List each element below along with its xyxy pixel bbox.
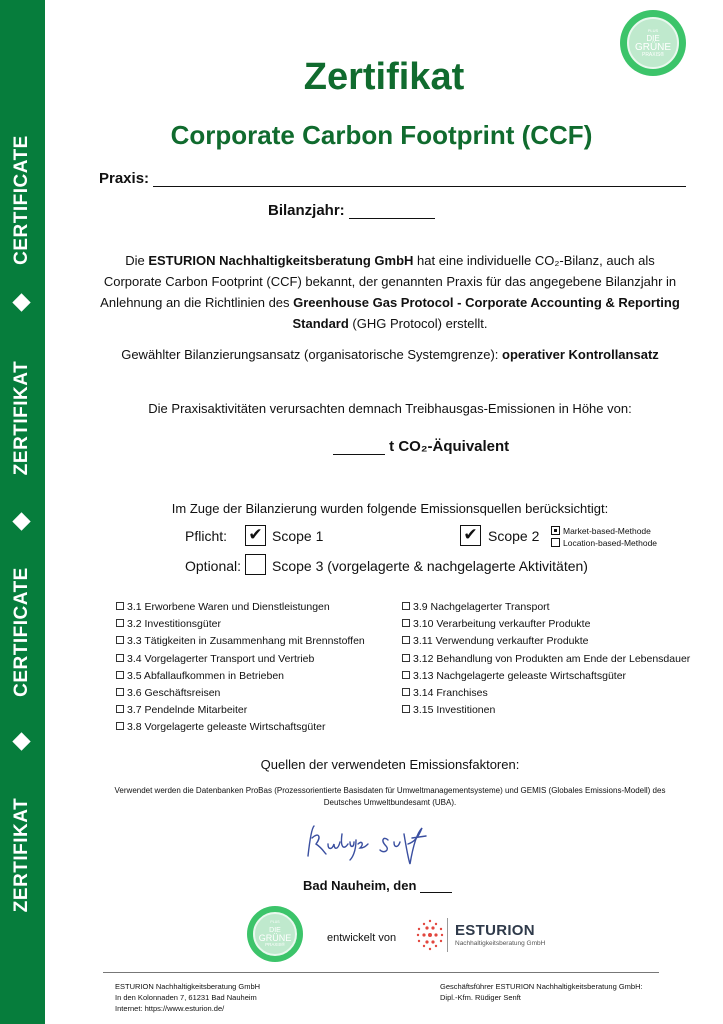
optional-label: Optional: (185, 558, 242, 574)
footer-left (115, 981, 260, 1014)
esturion-logo-sub: Nachhaltigkeitsberatung GmbH (455, 940, 546, 947)
approach-value: operativer Kontrollansatz (502, 347, 659, 362)
sidebar-band (0, 0, 45, 1024)
badge-line3: PRAXIS® (641, 51, 665, 58)
approach-label: Gewählter Bilanzierungsansatz (organisatorische Systemgrenze): (121, 347, 503, 362)
bilanzjahr-field (268, 202, 435, 219)
emissions-value-input[interactable] (333, 439, 385, 455)
praxis-label: Praxis: (99, 170, 150, 187)
list-item-label: 3.10 Verarbeitung verkaufter Produkte (413, 618, 591, 631)
badge-line1: DIE (269, 926, 281, 934)
scope3-checkbox[interactable] (245, 554, 266, 575)
developed-by-label: entwickelt von (327, 932, 397, 944)
list-item-label: 3.6 Geschäftsreisen (127, 687, 221, 700)
footer-website[interactable]: Internet: https://www.esturion.de/ (115, 1004, 225, 1013)
sidebar-word: ZERTIFIKAT (11, 360, 32, 476)
footer-ceo-label: Geschäftsführer ESTURION Nachhaltigkeitsberatung GmbH: (440, 982, 643, 991)
scope2-checkbox[interactable]: ✔ (460, 525, 481, 546)
checkbox-icon[interactable] (116, 602, 124, 610)
date-input[interactable] (420, 879, 452, 893)
list-item-label: 3.2 Investitionsgüter (127, 618, 221, 631)
intro-text: Die (125, 253, 149, 268)
list-item[interactable] (402, 702, 690, 719)
footer-address: In den Kolonnaden 7, 61231 Bad Nauheim (115, 993, 257, 1002)
intro-standard: Greenhouse Gas Protocol - Corporate Accounting & Reporting Standard (292, 295, 680, 331)
list-item[interactable] (116, 616, 365, 633)
list-item-label: 3.7 Pendelnde Mitarbeiter (127, 704, 248, 717)
checkbox-icon[interactable] (116, 619, 124, 627)
location-based-checkbox[interactable] (551, 538, 560, 547)
place-date-row (303, 878, 452, 893)
scope3-list-right (402, 599, 690, 719)
list-item[interactable] (402, 599, 690, 616)
page-title: Zertifikat (303, 56, 465, 98)
bilanzjahr-input[interactable] (349, 203, 435, 219)
scope3-label: Scope 3 (vorgelagerte & nachgelagerte Aktivitäten) (272, 558, 588, 574)
scope1-checkbox[interactable]: ✔ (245, 525, 266, 546)
badge-line2: GRÜNE (258, 932, 292, 943)
market-based-option[interactable] (551, 526, 651, 537)
checkbox-icon[interactable] (116, 705, 124, 713)
intro-text: hat eine individuelle CO₂-Bilanz, auch als Corporate Carbon Footprint (CCF) bekannt, der genannten Praxis für das angegebene Bilanzjahr in Anlehnung an die Richtlinien des (100, 253, 677, 310)
list-item-label: 3.11 Verwendung verkaufter Produkte (413, 635, 589, 648)
checkbox-icon[interactable] (116, 636, 124, 644)
list-item-label: 3.14 Franchises (413, 687, 488, 700)
praxis-input[interactable] (153, 171, 686, 187)
checkbox-icon[interactable] (402, 688, 410, 696)
sources-text: Verwendet werden die Datenbanken ProBas (Prozessorientierte Basisdaten für Umweltmanagementsysteme) und GEMIS (Globales Emissions-Modell) des Deutsches Umweltbundesamt (UBA). (114, 786, 666, 807)
badge-line2: GRÜNE (634, 41, 672, 53)
list-item-label: 3.5 Abfallaufkommen in Betrieben (127, 669, 285, 682)
page-subtitle: Corporate Carbon Footprint (CCF) (170, 120, 593, 150)
scope3-list-left (116, 599, 365, 737)
sources-title: Quellen der verwendeten Emissionsfaktoren: (260, 757, 520, 772)
location-based-option[interactable] (551, 538, 657, 549)
checkbox-icon[interactable] (116, 671, 124, 679)
list-item[interactable] (402, 668, 690, 685)
checkbox-icon[interactable] (402, 654, 410, 662)
checkbox-icon[interactable] (402, 602, 410, 610)
footer-divider (103, 972, 659, 973)
checkbox-icon[interactable] (116, 722, 124, 730)
footer-right (440, 981, 643, 1003)
badge-line3: PRAXIS® (265, 941, 285, 947)
badge-plus: PLUS (270, 920, 280, 924)
scope1-label: Scope 1 (272, 528, 324, 544)
market-based-checkbox[interactable] (551, 526, 560, 535)
list-item-label: 3.15 Investitionen (413, 704, 496, 717)
list-item[interactable] (402, 685, 690, 702)
list-item[interactable] (116, 719, 365, 736)
badge-line1: DIE (646, 33, 660, 43)
gruene-praxis-badge-bottom (247, 906, 303, 962)
emissions-intro: Die Praxisaktivitäten verursachten demnach Treibhausgas-Emissionen in Höhe von: (148, 401, 632, 416)
list-item[interactable] (402, 616, 690, 633)
intro-paragraph (100, 250, 680, 334)
emissions-unit: t CO₂-Äquivalent (389, 438, 510, 455)
emissions-value-row (333, 438, 509, 455)
badge-plus: PLUS (647, 27, 659, 33)
checkbox-icon[interactable] (402, 636, 410, 644)
list-item-label: 3.4 Vorgelagerter Transport und Vertrieb (127, 652, 315, 665)
checkbox-icon[interactable] (402, 671, 410, 679)
diamond-icon (12, 293, 30, 311)
list-item-label: 3.9 Nachgelagerter Transport (413, 601, 550, 613)
checkbox-icon[interactable] (116, 654, 124, 662)
bilanzjahr-label: Bilanzjahr: (268, 202, 345, 219)
list-item-label: 3.13 Nachgelagerte geleaste Wirtschaftsgüter (413, 669, 627, 682)
list-item-label: 3.8 Vorgelagerte geleaste Wirtschaftsgüter (127, 721, 326, 734)
scopes-intro: Im Zuge der Bilanzierung wurden folgende Emissionsquellen berücksichtigt: (171, 501, 609, 516)
signature-image (300, 818, 440, 868)
list-item[interactable] (116, 702, 365, 719)
footer-ceo-name: Dipl.-Kfm. Rüdiger Senft (440, 993, 521, 1002)
list-item[interactable] (116, 651, 365, 668)
logo-divider (447, 918, 448, 952)
praxis-field (99, 170, 686, 187)
checkbox-icon[interactable] (116, 688, 124, 696)
list-item[interactable] (402, 633, 690, 650)
list-item[interactable] (116, 685, 365, 702)
intro-text: (GHG Protocol) erstellt. (348, 316, 488, 331)
list-item[interactable] (116, 668, 365, 685)
diamond-icon (12, 732, 30, 750)
market-based-label: Market-based-Methode (563, 526, 651, 536)
diamond-icon (12, 512, 30, 530)
sidebar-word: CERTIFICATE (11, 135, 32, 265)
sidebar-word: ZERTIFIKAT (11, 797, 32, 913)
sidebar-word: CERTIFICATE (11, 567, 32, 697)
esturion-dots-icon (415, 918, 445, 952)
place-label: Bad Nauheim, den (303, 878, 417, 893)
list-item-label: 3.3 Tätigkeiten in Zusammenhang mit Brennstoffen (127, 635, 365, 648)
intro-company: ESTURION Nachhaltigkeitsberatung GmbH (148, 253, 414, 268)
pflicht-label: Pflicht: (185, 528, 228, 544)
list-item-label: 3.1 Erworbene Waren und Dienstleistungen (127, 601, 330, 613)
checkbox-icon[interactable] (402, 619, 410, 627)
approach-line (100, 344, 680, 365)
list-item-label: 3.12 Behandlung von Produkten am Ende der Lebensdauer (413, 652, 691, 665)
list-item[interactable] (116, 599, 365, 616)
location-based-label: Location-based-Methode (563, 538, 658, 548)
esturion-logo-name: ESTURION (455, 922, 535, 939)
scope2-label: Scope 2 (488, 528, 540, 544)
list-item[interactable] (402, 651, 690, 668)
list-item[interactable] (116, 633, 365, 650)
checkbox-icon[interactable] (402, 705, 410, 713)
footer-company: ESTURION Nachhaltigkeitsberatung GmbH (115, 982, 261, 991)
